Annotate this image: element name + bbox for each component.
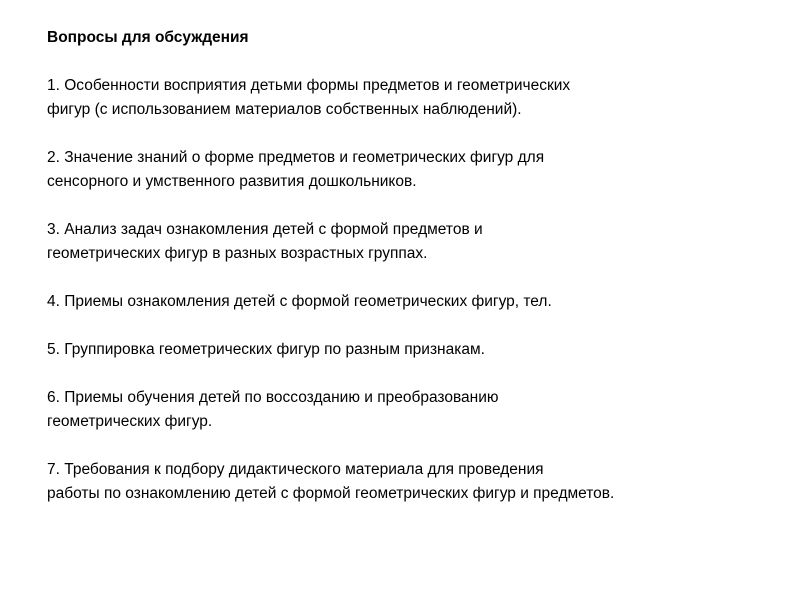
question-line: 4. Приемы ознакомления детей с формой геометрических фигур, тел.	[47, 293, 552, 310]
question-item-5	[47, 338, 747, 362]
question-line: сенсорного и умственного развития дошкольников.	[47, 173, 417, 190]
question-line: работы по ознакомлению детей с формой геометрических фигур и предметов.	[47, 485, 615, 502]
question-line: фигур (с использованием материалов собственных наблюдений).	[47, 101, 522, 118]
question-line: 2. Значение знаний о форме предметов и геометрических фигур для	[47, 149, 545, 166]
question-line: 5. Группировка геометрических фигур по разным признакам.	[47, 341, 485, 358]
question-line: 3. Анализ задач ознакомления детей с формой предметов и	[47, 221, 483, 238]
question-item-2	[47, 146, 747, 194]
question-line: 6. Приемы обучения детей по воссозданию и преобразованию	[47, 389, 499, 406]
question-line: 7. Требования к подбору дидактического материала для проведения	[47, 461, 544, 478]
slide-content	[47, 26, 747, 530]
question-line: 1. Особенности восприятия детьми формы предметов и геометрических	[47, 77, 571, 94]
question-item-3	[47, 218, 747, 266]
question-line: геометрических фигур.	[47, 413, 213, 430]
slide-title: Вопросы для обсуждения	[47, 29, 249, 46]
question-line: геометрических фигур в разных возрастных группах.	[47, 245, 428, 262]
question-item-7	[47, 458, 747, 506]
question-item-1	[47, 74, 747, 122]
question-item-4	[47, 290, 747, 314]
question-item-6	[47, 386, 747, 434]
